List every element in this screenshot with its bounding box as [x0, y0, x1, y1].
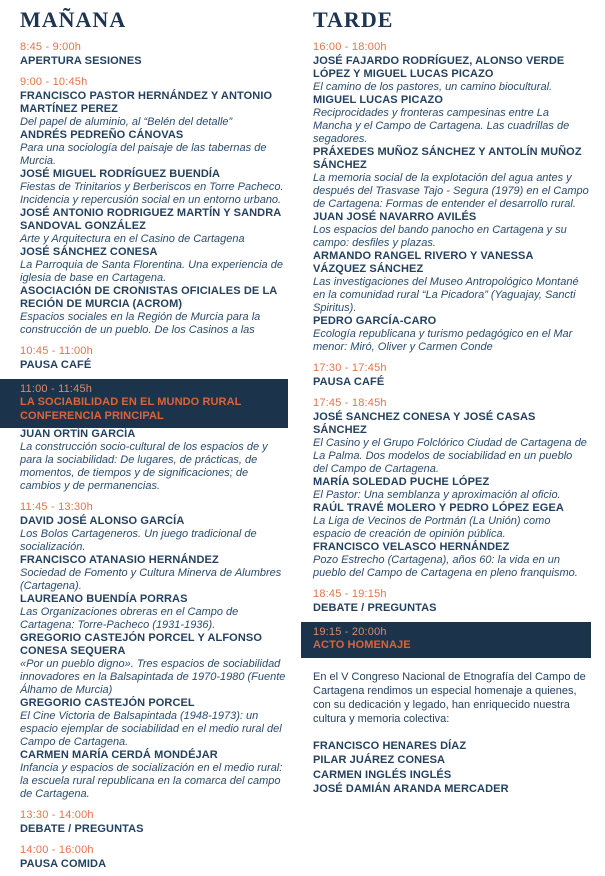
highlight-block: [301, 622, 591, 658]
highlight-title: ACTO HOMENAJE: [313, 639, 411, 651]
session-label: PAUSA CAFÉ: [20, 359, 92, 371]
honoree-name: CARMEN INGLÉS INGLÉS: [313, 768, 452, 781]
talk-title: La Parroquia de Santa Florentina. Una experiencia de iglesia de base en Cartagena.: [20, 259, 283, 284]
session-time: 19:15 - 20:00h: [313, 626, 387, 638]
talk-title: El camino de los pastores, un camino biocultural.: [313, 81, 553, 93]
speaker-name: LAUREANO BUENDÍA PORRAS: [20, 593, 188, 605]
speaker-name: FRANCISCO ATANASIO HERNÁNDEZ: [20, 554, 219, 566]
speaker-name: JUAN JOSÉ NAVARRO AVILÉS: [313, 211, 477, 223]
speaker-name: FRANCISCO PASTOR HERNÁNDEZ Y ANTONIO MARTÍNEZ PEREZ: [20, 90, 273, 115]
talk-title: La Liga de Vecinos de Portmán (La Unión) como espacio de creación de opinión pública.: [313, 515, 551, 540]
talk-title: Los Bolos Cartageneros. Un juego tradicional de socialización.: [20, 528, 257, 553]
speaker-name: CARMEN MARÍA CERDÁ MONDÉJAR: [20, 749, 218, 761]
highlight-title: LA SOCIABILIDAD EN EL MUNDO RURAL: [20, 396, 242, 408]
session-label: DEBATE / PREGUNTAS: [20, 823, 144, 835]
speaker-name: JOSÉ FAJARDO RODRÍGUEZ, ALONSO VERDE LÓPEZ Y MIGUEL LUCAS PICAZO: [313, 55, 565, 80]
highlight-block: [0, 379, 288, 428]
talk-title: Ecología republicana y turismo pedagógico en el Mar menor: Miró, Oliver y Carmen Conde: [313, 328, 573, 353]
talk-title: El Casino y el Grupo Folclórico Ciudad de Cartagena de La Palma. Dos modelos de sociabilidad en un pueblo del Campo de Cartagena.: [313, 437, 587, 475]
speaker-name: ARMANDO RANGEL RIVERO Y VANESSA VÁZQUEZ SÁNCHEZ: [313, 250, 534, 275]
speaker-name: RAÚL TRAVÉ MOLERO Y PEDRO LÓPEZ EGEA: [313, 502, 564, 514]
talk-title: El Pastor: Una semblanza y aproximación al oficio.: [313, 489, 561, 501]
session-label: APERTURA SESIONES: [20, 55, 142, 67]
speaker-name: ASOCIACIÓN DE CRONISTAS OFICIALES DE LA RECIÓN DE MURCIA (ACROM): [20, 285, 277, 310]
session-time: 10:45 - 11:00h: [20, 345, 93, 357]
honoree-name: FRANCISCO HENARES DÍAZ: [313, 739, 467, 752]
talk-title: Del papel de aluminio, al “Belén del detalle”: [20, 116, 233, 128]
session-label: DEBATE / PREGUNTAS: [313, 602, 437, 614]
talk-title: Pozo Estrecho (Cartagena), años 60: la vida en un pueblo del Campo de Cartagena en pleno franquismo.: [313, 554, 578, 579]
talk-title: Espacios sociales en la Región de Murcia para la construcción de un pueblo. De los Casinos a las: [20, 311, 261, 336]
session-time: 17:45 - 18:45h: [313, 397, 387, 409]
speaker-name: JOSÉ SANCHEZ CONESA Y JOSÉ CASAS SÁNCHEZ: [313, 411, 536, 436]
session-time: 13:30 - 14:00h: [20, 809, 94, 821]
speaker-name: JOSÉ ANTONIO RODRIGUEZ MARTÍN Y SANDRA SANDOVAL GONZÁLEZ: [20, 207, 281, 232]
session-time: 8:45 - 9:00h: [20, 41, 82, 53]
session-time: 9:00 - 10:45h: [20, 76, 88, 88]
session-time: 11:00 - 11:45h: [20, 383, 93, 395]
talk-title: Reciprocidades y fronteras campesinas entre La Mancha y el Campo de Cartagena. Las cuadrillas de segadores.: [313, 107, 570, 145]
talk-title: Los espacios del bando panocho en Cartagena y su campo: desfiles y plazas.: [313, 224, 567, 249]
talk-title: Para una sociología del paisaje de las tabernas de Murcia.: [20, 142, 267, 167]
speaker-name: MARÍA SOLEDAD PUCHE LÓPEZ: [313, 476, 490, 488]
speaker-name: GREGORIO CASTEJÓN PORCEL Y ALFONSO CONESA SEQUERA: [20, 632, 262, 657]
talk-title: El Cine Victoria de Balsapintada (1948-1973): un espacio ejemplar de sociabilidad en el medio rural del Campo de Cartagena.: [20, 710, 282, 748]
column-tarde: [301, 7, 591, 797]
speaker-name: JOSÉ SÁNCHEZ CONESA: [20, 246, 158, 258]
honoree-name: PILAR JUÁREZ CONESA: [313, 754, 446, 766]
speaker-name: GREGORIO CASTEJÓN PORCEL: [20, 697, 195, 709]
column-title-tarde: TARDE: [313, 7, 394, 32]
speaker-name: PRÁXEDES MUÑOZ SÁNCHEZ Y ANTOLÍN MUÑOZ SÁNCHEZ: [313, 146, 582, 171]
talk-title: La memoria social de la explotación del agua antes y después del Trasvase Tajo - Segura (1979) en el Campo de Cartagena: Formas de entender el desarrollo rural.: [313, 172, 589, 210]
homage-paragraph: En el V Congreso Nacional de Etnografía del Campo de Cartagena rendimos un especial homenaje a quienes, con su dedicación y legado, han enriquecido nuestra cultura y memoria colectiva:: [313, 670, 586, 725]
session-time: 18:45 - 19:15h: [313, 588, 387, 600]
speaker-name: MIGUEL LUCAS PICAZO: [313, 94, 444, 106]
speaker-name: FRANCISCO VELASCO HERNÁNDEZ: [313, 541, 510, 553]
talk-title: Sociedad de Fomento y Cultura Minerva de Alumbres (Cartagena).: [20, 567, 282, 592]
column-body-tarde: [301, 41, 591, 797]
session-time: 14:00 - 16:00h: [20, 844, 94, 856]
talk-title: Arte y Arquitectura en el Casino de Cartagena: [20, 233, 245, 245]
speaker-name: ANDRÉS PEDREÑO CÁNOVAS: [20, 129, 184, 141]
talk-title: Fiestas de Trinitarios y Berberiscos en Torre Pacheco. Incidencia y repercusión social en un entorno urbano.: [20, 181, 284, 206]
honoree-list: [301, 739, 591, 797]
speaker-name: PEDRO GARCÍA-CARO: [313, 315, 437, 327]
session-time: 11:45 - 13:30h: [20, 501, 93, 513]
honoree-name: JOSÉ DAMIÁN ARANDA MERCADER: [313, 783, 509, 795]
speaker-name: JUAN ORTÍN GARCÍA: [20, 428, 136, 440]
talk-title: «Por un pueblo digno». Tres espacios de sociabilidad innovadores en la Balsapintada de 1970-1980 (Fuente Álhamo de Murcia): [20, 658, 286, 696]
session-time: 16:00 - 18:00h: [313, 41, 387, 53]
session-label: PAUSA CAFÉ: [313, 376, 385, 388]
column-title-manana: MAÑANA: [20, 7, 127, 32]
highlight-title: CONFERENCIA PRINCIPAL: [20, 409, 164, 422]
column-body-manana: [0, 41, 288, 871]
column-manana: [0, 7, 288, 871]
speaker-name: JOSÉ MIGUEL RODRÍGUEZ BUENDÍA: [20, 168, 221, 180]
talk-title: La construcción socio-cultural de los espacios de y para la sociabilidad: De lugares, de prácticas, de momentos, de tiempos y de significaciones; de cambios y de permanencias.: [20, 441, 268, 492]
session-time: 17:30 - 17:45h: [313, 362, 387, 374]
talk-title: Las Organizaciones obreras en el Campo de Cartagena: Torre-Pacheco (1931-1936).: [20, 606, 239, 631]
session-label: PAUSA COMIDA: [20, 858, 107, 870]
talk-title: Las investigaciones del Museo Antropológico Montané en la comunidad rural “La Picadora” (Yaguajay, Sancti Spiritus).: [313, 276, 579, 314]
talk-title: Infancia y espacios de socialización en el medio rural: la escuela rural republicana en la comarca del campo de Cartagena.: [20, 762, 283, 800]
speaker-name: DAVID JOSÉ ALONSO GARCÍA: [20, 515, 185, 527]
